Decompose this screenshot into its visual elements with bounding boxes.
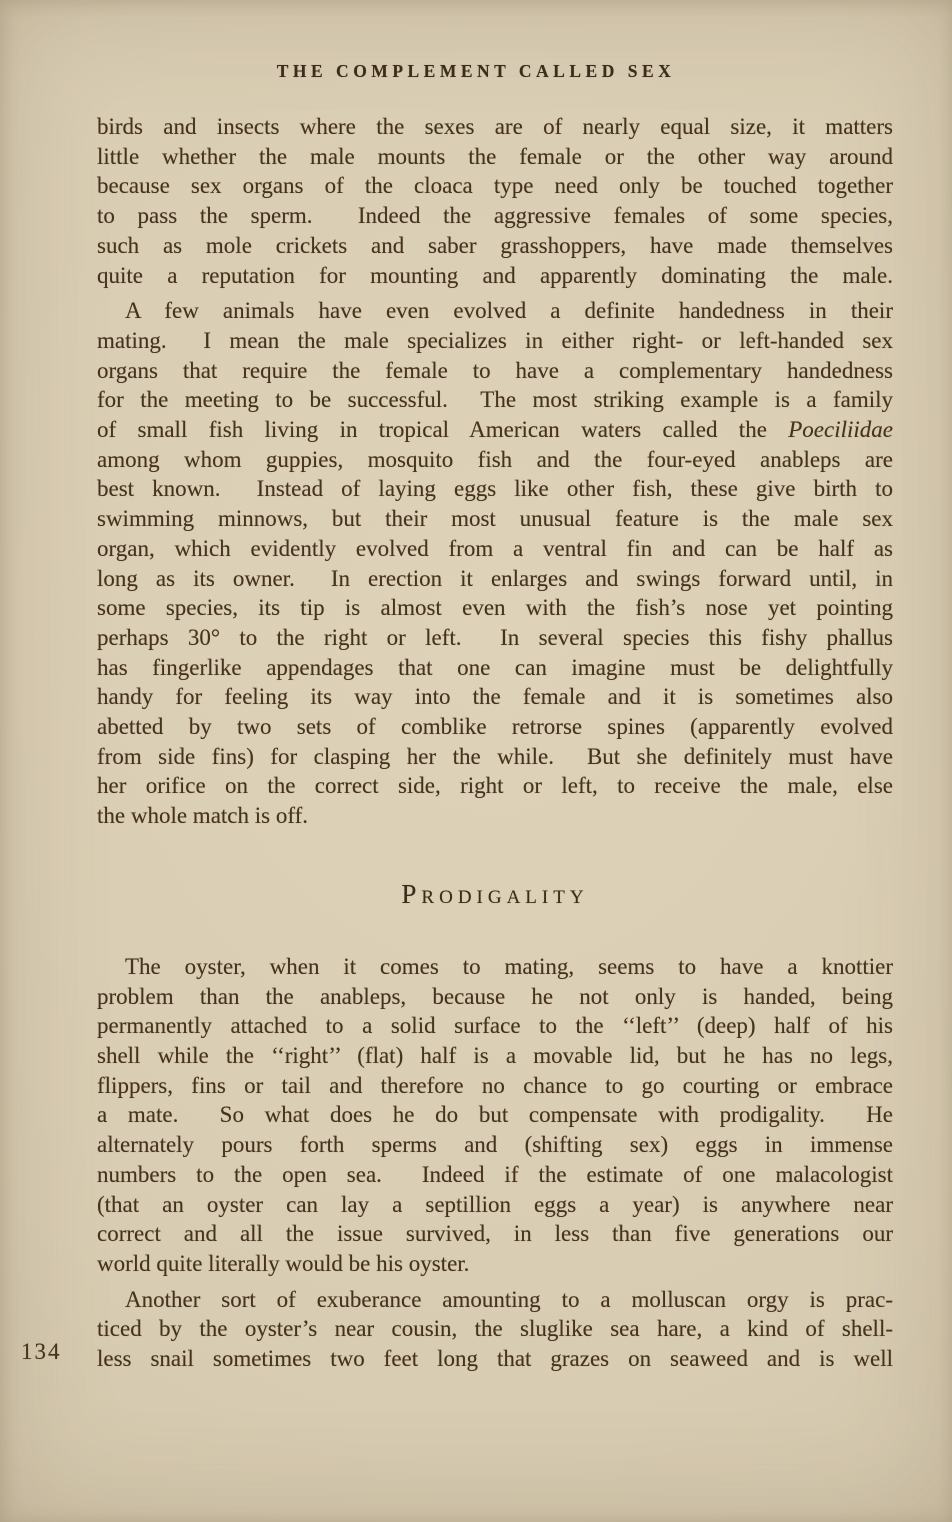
paragraph [97, 112, 893, 290]
text-line: of small fish living in tropical American waters called the Poeciliidae [97, 417, 893, 443]
text-line: numbers to the open sea. Indeed if the estimate of one malacologist [97, 1161, 893, 1187]
paragraph [97, 296, 893, 831]
running-header: THE COMPLEMENT CALLED SEX [276, 61, 676, 81]
text-line: for the meeting to be successful. The most striking example is a family [97, 387, 893, 413]
text-line: some species, its tip is almost even with the fish’s nose yet pointing [97, 595, 893, 621]
text-line: the whole match is off. [97, 803, 308, 829]
text-line: The oyster, when it comes to mating, seems to have a knottier [125, 953, 893, 979]
text-line: from side fins) for clasping her the while. But she definitely must have [97, 743, 893, 769]
text-line: among whom guppies, mosquito fish and the four-eyed anableps are [97, 446, 893, 472]
text-line: ticed by the oyster’s near cousin, the sluglike sea hare, a kind of shell- [97, 1316, 893, 1342]
text-line: to pass the sperm. Indeed the aggressive females of some species, [97, 203, 893, 229]
text-line: world quite literally would be his oyster. [97, 1250, 470, 1276]
text-line: (that an oyster can lay a septillion eggs a year) is anywhere near [97, 1191, 893, 1217]
page-number: 134 [21, 1339, 62, 1364]
text-line: quite a reputation for mounting and apparently dominating the male. [97, 262, 893, 288]
text-line: long as its owner. In erection it enlarges and swings forward until, in [97, 565, 893, 591]
text-line: birds and insects where the sexes are of nearly equal size, it matters [97, 114, 893, 139]
text-line: mating. I mean the male specializes in either right- or left-handed sex [97, 327, 893, 353]
text-line: correct and all the issue survived, in less than five generations our [97, 1221, 893, 1247]
text-line: shell while the ‘‘right’’ (flat) half is a movable lid, but he has no legs, [97, 1042, 893, 1068]
text-line: her orifice on the correct side, right or left, to receive the male, else [97, 773, 893, 799]
text-line: Another sort of exuberance amounting to a molluscan orgy is prac- [125, 1286, 893, 1312]
text-line: handy for feeling its way into the female and it is sometimes also [97, 684, 893, 710]
body-text [97, 112, 893, 1374]
text-line: little whether the male mounts the female or the other way around [97, 143, 893, 169]
text-line: problem than the anableps, because he not only is handed, being [97, 983, 893, 1009]
text-line: flippers, fins or tail and therefore no chance to go courting or embrace [97, 1072, 893, 1098]
text-line: because sex organs of the cloaca type need only be touched together [97, 173, 893, 199]
text-line: perhaps 30° to the right or left. In several species this fishy phallus [97, 624, 893, 650]
text-line: a mate. So what does he do but compensate with prodigality. He [97, 1102, 893, 1128]
text-line: less snail sometimes two feet long that grazes on seaweed and is well [97, 1346, 893, 1372]
section-heading: Prodigality [401, 878, 589, 909]
text-line: swimming minnows, but their most unusual feature is the male sex [97, 506, 893, 532]
paragraph [97, 952, 893, 1279]
text-line: such as mole crickets and saber grasshoppers, have made themselves [97, 232, 893, 258]
text-line: best known. Instead of laying eggs like other fish, these give birth to [97, 476, 893, 502]
text-line: organs that require the female to have a complementary handedness [97, 357, 893, 383]
text-line: A few animals have even evolved a definite handedness in their [125, 298, 893, 324]
text-line: permanently attached to a solid surface to the ‘‘left’’ (deep) half of his [97, 1013, 893, 1039]
paragraph [97, 1285, 893, 1374]
text-line: has fingerlike appendages that one can imagine must be delightfully [97, 654, 893, 680]
text-line: abetted by two sets of comblike retrorse spines (apparently evolved [97, 714, 893, 740]
text-line: alternately pours forth sperms and (shifting sex) eggs in immense [97, 1132, 893, 1158]
text-line: organ, which evidently evolved from a ventral fin and can be half as [97, 535, 893, 561]
